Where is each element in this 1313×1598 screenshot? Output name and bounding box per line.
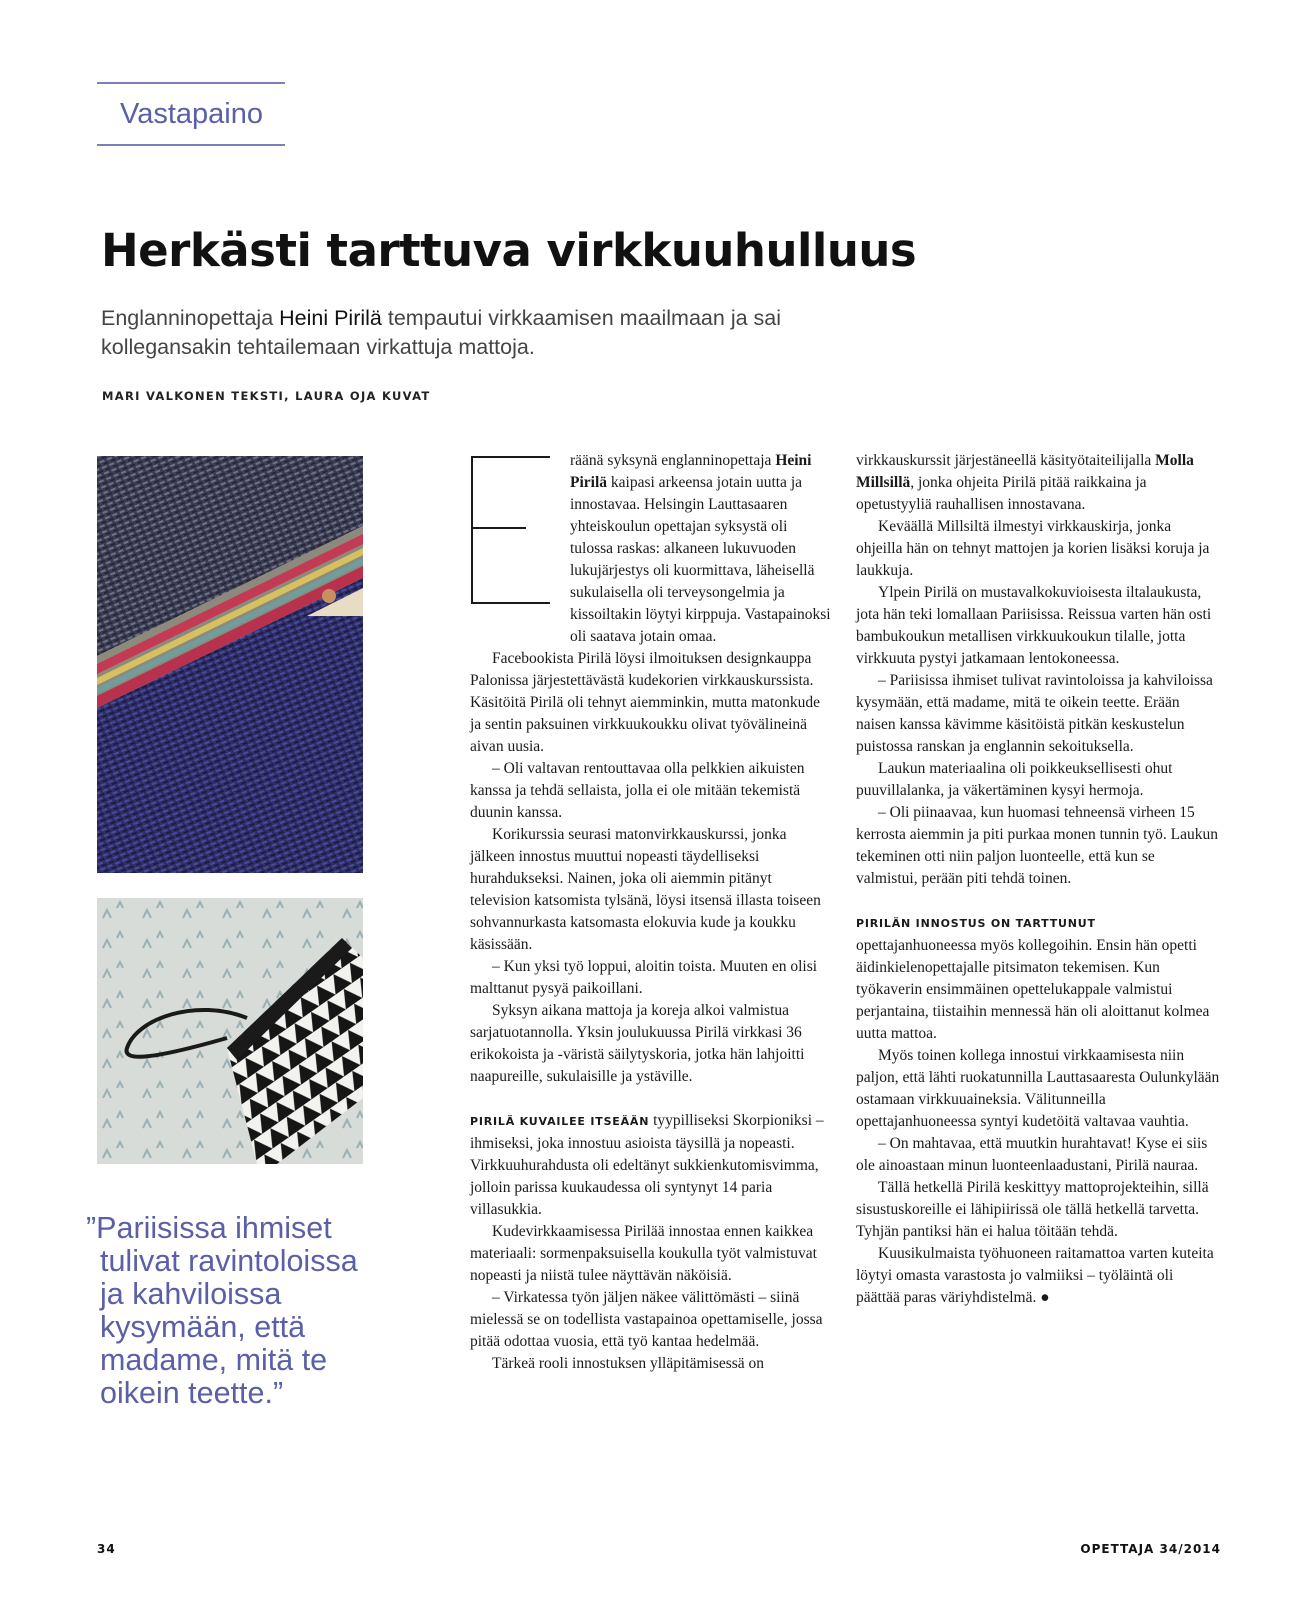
pull-quote-line: kysymään, että (100, 1310, 306, 1344)
paragraph: Keväällä Millsiltä ilmestyi virkkauskirja, jonka ohjeilla hän on tehnyt mattojen ja korien lisäksi koruja ja laukkuja. (856, 518, 1210, 579)
pull-quote (86, 1212, 358, 1410)
byline: MARI VALKONEN TEKSTI, LAURA OJA KUVAT (102, 389, 431, 403)
pull-quote-line: oikein teette.” (100, 1376, 284, 1410)
paragraph: räänä syksynä englanninopettaja Heini Pirilä kaipasi arkeensa jotain uutta ja innostavaa. Helsingin Lauttasaaren yhteiskoulun opettajan syksystä oli tulossa raskas: alkaneen lukuvuoden lukujärjestys oli kuormittava, läheisellä sukulaisella oli terveysongelmia ja kissoiltakin löytyi kirppuja. Vastapainoksi oli saatava jotain omaa. (570, 452, 831, 645)
paragraph: – On mahtavaa, että muutkin hurahtavat! Kyse ei siis ole ainoastaan minun luonteenlaadustani, Pirilä nauraa. (856, 1135, 1208, 1174)
paragraph: – Oli piinaavaa, kun huomasi tehneensä virheen 15 kerrosta aiemmin ja piti purkaa monen tunnin työ. Laukun tekeminen otti niin paljon luonteelle, että kun se valmistui, perään piti tehdä toinen. (856, 804, 1219, 887)
article-title: Herkästi tarttuva virkkuuhulluus (101, 224, 917, 277)
paragraph: PIRILÄN INNOSTUS ON TARTTUNUT opettajanhuoneessa myös kollegoihin. Ensin hän opetti äidinkielenopettajalle pitsimaton tekemisen. Kun työkaverin ensimmäinen opettelukappale valmistui perjantaina, tiistaihin mennessä hän oli aloittanut kolmea uutta mattoa. (856, 917, 1210, 1042)
paragraph: – Virkatessa työn jäljen näkee välittömästi – siinä mielessä se on todellista vastapainoa opettamiselle, jossa pitää odottaa vuosia, että työ kantaa hedelmää. (470, 1289, 823, 1350)
article-lead: Englanninopettaja Heini Pirilä tempautui virkkaamisen maailmaan ja sai kollegansakin tehtailemaan virkattuja mattoja. (101, 306, 782, 359)
paragraph: Myös toinen kollega innostui virkkaamisesta niin paljon, että lähti ruokatunnilla Lauttasaaresta Oulunkylään ostamaan virkkuuaineksia. Välitunneilla opettajanhuoneessa syntyi kudetöitä valtavaa vauhtia. (856, 1047, 1220, 1130)
paragraph: – Pariisissa ihmiset tulivat ravintoloissa ja kahviloissa kysymään, että madame, mitä te oikein teette. Erään naisen kanssa kävimme käsitöistä pitkän keskustelun puistossa ranskan ja englannin sekoituksella. (856, 672, 1213, 755)
bag-photo (97, 898, 363, 1164)
paragraph: Ylpein Pirilä on mustavalkokuvioisesta iltalaukusta, jota hän teki lomallaan Pariisissa. Reissua varten hän osti bambukoukun metallisen virkkuukoukun tilalle, jotta virkkuuta pystyi jatkamaan lentokoneessa. (856, 584, 1212, 667)
end-mark: ● (1040, 1289, 1050, 1306)
paragraph: Tällä hetkellä Pirilä keskittyy mattoprojekteihin, sillä sisustuskoreille ei lähipiirissä ole tällä hetkellä tarvetta. Tyhjän pantiksi hän ei halua töitään tehdä. (856, 1179, 1209, 1240)
paragraph: Korikurssia seurasi matonvirkkauskurssi, jonka jälkeen innostus muuttui nopeasti täydelliseksi hurahdukseksi. Nainen, joka oli aiemmin pitänyt television katsomista tylsänä, löysi itsensä illasta toiseen sohvannurkasta katsomasta elokuvia kude ja koukku käsissään. (470, 826, 821, 953)
pull-quote-line: madame, mitä te (100, 1343, 328, 1377)
paragraph: Kudevirkkaamisessa Pirilää innostaa ennen kaikkea materiaali: sormenpaksuisella koukulla työt valmistuvat nopeasti ja niistä tulee näyttävän näköisiä. (470, 1223, 817, 1284)
paragraph: Laukun materiaalina oli poikkeuksellisesti ohut puuvillalanka, ja väkertäminen kysyi hermoja. (856, 760, 1173, 799)
section-rule-top (97, 82, 285, 84)
article-column-right (856, 450, 1220, 1309)
lead-person-name: Heini Pirilä (279, 306, 382, 330)
pull-quote-line: tulivat ravintoloissa (100, 1244, 358, 1278)
paragraph: PIRILÄ KUVAILEE ITSEÄÄN tyypilliseksi Skorpioniksi – ihmiseksi, joka innostuu asioista täysillä ja nopeasti. Virkkuuhurahdusta oli edeltänyt sukkienkutomisvimma, jolloin parissa kuukaudessa oli syntynyt 14 paria villasukkia. (470, 1112, 824, 1218)
article-column-middle (470, 450, 834, 1375)
rug-photo (97, 456, 363, 873)
paragraph: Facebookista Pirilä löysi ilmoituksen designkauppa Palonissa järjestettävästä kudekorien virkkauskurssista. Käsitöitä Pirilä oli tehnyt aiemminkin, mutta matonkude ja sentin paksuinen virkkuukoukku olivat työvälineinä aivan uusia. (470, 650, 820, 755)
section-label: Vastapaino (120, 98, 263, 130)
paragraph: Tärkeä rooli innostuksen ylläpitämisessä on (492, 1355, 765, 1372)
paragraph: Kuusikulmaista työhuoneen raitamattoa varten kuteita löytyi omasta varastosta jo valmiiksi – työläintä oli päättää paras väriyhdistelmä. ● (856, 1245, 1214, 1306)
paragraph: – Kun yksi työ loppui, aloitin toista. Muuten en olisi malttanut pysyä paikoillani. (470, 958, 818, 997)
publication-issue: OPETTAJA 34/2014 (1080, 1542, 1221, 1556)
section-rule-bottom (97, 144, 285, 146)
paragraph: – Oli valtavan rentouttavaa olla pelkkien aikuisten kanssa ja tehdä sellaista, jolla ei ole mitään tekemistä duunin kanssa. (470, 760, 805, 821)
paragraph: Syksyn aikana mattoja ja koreja alkoi valmistua sarjatuotannolla. Yksin joulukuussa Pirilä virkkasi 36 erikokoista ja -väristä säilytyskoria, jotka hän lahjoitti naapureille, sukulaisille ja ystäville. (470, 1002, 805, 1085)
page-number: 34 (97, 1542, 116, 1556)
paragraph: virkkauskurssit järjestäneellä käsityötaiteilijalla Molla Millsillä, jonka ohjeita Pirilä pitää raikkaina ja opetustyyliä rauhallisen innostavana. (856, 452, 1194, 513)
pull-quote-line: ”Pariisissa ihmiset (86, 1211, 332, 1245)
pull-quote-line: ja kahviloissa (100, 1277, 282, 1311)
